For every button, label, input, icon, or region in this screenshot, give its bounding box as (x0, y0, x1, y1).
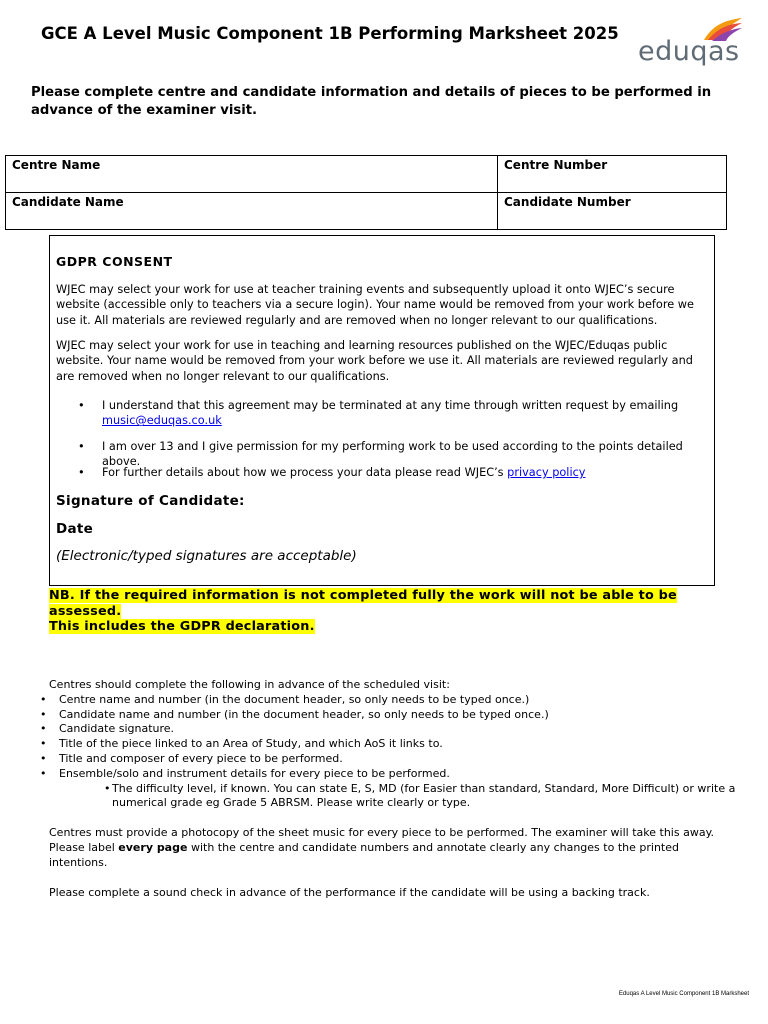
privacy-policy-link[interactable]: privacy policy (507, 466, 586, 479)
instruction-item-text: Title of the piece linked to an Area of Study, and which AoS it links to. (59, 737, 443, 751)
instructions-section (40, 678, 739, 900)
candidate-number-label: Candidate Number (504, 195, 631, 209)
electronic-signature-note: (Electronic/typed signatures are acceptable) (56, 548, 357, 564)
instruction-item-text: Centre name and number (in the document header, so only needs to be typed once.) (59, 692, 530, 706)
sound-check-paragraph: Please complete a sound check in advance of the performance if the candidate will be using a backing track. (49, 885, 650, 899)
sheet-music-paragraph (49, 826, 739, 870)
sheet-music-text-start: Centres must provide a photocopy of the sheet music for every piece to be performed. The examiner will take this away. Please label (49, 826, 715, 854)
bullet-icon: • (78, 440, 85, 453)
list-item (40, 722, 739, 737)
gdpr-consent-box (49, 235, 715, 586)
instructions-lead: Centres should complete the following in advance of the scheduled visit: (49, 678, 450, 691)
candidate-name-field[interactable] (6, 193, 498, 230)
bullet-icon: • (78, 466, 85, 479)
centre-name-label: Centre Name (12, 158, 101, 172)
eduqas-logo (636, 16, 746, 70)
instructions-list (40, 692, 739, 782)
centre-number-label: Centre Number (504, 158, 608, 172)
nb-warning-line-2: This includes the GDPR declaration. (49, 619, 315, 634)
centre-name-field[interactable] (6, 156, 498, 193)
bullet-icon: • (40, 722, 47, 736)
nb-warning (49, 588, 749, 635)
sheet-music-text-bold: every page (118, 840, 188, 854)
list-item (40, 707, 739, 723)
page-title: GCE A Level Music Component 1B Performing Marksheet 2025 (41, 24, 619, 43)
bullet-icon: • (40, 751, 47, 765)
bullet-icon: • (40, 737, 47, 751)
bullet-icon: • (104, 781, 111, 795)
gdpr-heading: GDPR CONSENT (56, 254, 173, 269)
list-item (40, 737, 739, 752)
difficulty-level-text: The difficulty level, if known. You can state E, S, MD (for Easier than standard, Standard, More Difficult) or write a numerical grade eg Grade 5 ABRSM. Please write clearly or type. (112, 781, 736, 810)
candidate-number-field[interactable] (498, 193, 727, 230)
logo-text: eduqas (638, 36, 740, 67)
instruction-item-text: Title and composer of every piece to be performed. (59, 751, 343, 765)
intro-text: Please complete centre and candidate information and details of pieces to be performed in advance of the examiner visit. (31, 85, 712, 118)
sheet-music-text-end: with the centre and candidate numbers and annotate clearly any changes to the printed intentions. (49, 840, 679, 869)
sub-list-item (49, 782, 739, 812)
bullet-icon: • (40, 692, 47, 706)
list-item (56, 398, 696, 439)
gdpr-bullet-1-text: I understand that this agreement may be terminated at any time through written request by emailing (102, 399, 679, 412)
instruction-item-text: Candidate name and number (in the document header, so only needs to be typed once.) (59, 707, 549, 721)
list-item (40, 766, 739, 782)
gdpr-paragraph-2: WJEC may select your work for use in teaching and learning resources published on the WJEC/Eduqas public website. Your name would be removed from your work before we use it. All materials are reviewed regularly and are removed when no longer relevant to our qualifications. (56, 339, 693, 383)
list-item (40, 692, 739, 708)
gdpr-bullet-3-text: For further details about how we process your data please read WJEC’s (102, 466, 504, 479)
centre-number-field[interactable] (498, 156, 727, 193)
bullet-icon: • (40, 707, 47, 721)
nb-warning-line-1: NB. If the required information is not completed fully the work will not be able to be assessed. (49, 588, 677, 619)
list-item (40, 751, 739, 767)
candidate-name-label: Candidate Name (12, 195, 124, 209)
date-label: Date (56, 521, 94, 537)
bullet-icon: • (78, 399, 85, 412)
list-item (56, 439, 696, 469)
page-footer: Eduqas A Level Music Component 1B Marksheet (618, 991, 749, 997)
gdpr-bullet-list (56, 398, 696, 480)
bullet-icon: • (40, 766, 47, 780)
signature-label: Signature of Candidate: (56, 493, 245, 509)
email-link[interactable]: music@eduqas.co.uk (102, 414, 222, 428)
gdpr-paragraph-1: WJEC may select your work for use at teacher training events and subsequently upload it onto WJEC’s secure website (accessible only to teachers via a secure login). Your name would be removed from your work before we use it. All materials are reviewed regularly and are removed when no longer relevant to our qualifications. (56, 283, 694, 327)
instruction-item-text: Candidate signature. (59, 722, 175, 736)
instruction-item-text: Ensemble/solo and instrument details for every piece to be performed. (59, 766, 450, 780)
list-item (56, 465, 696, 480)
centre-candidate-table (5, 155, 727, 230)
gdpr-bullet-2-text: I am over 13 and I give permission for my performing work to be used according to the points detailed above. (102, 440, 683, 469)
